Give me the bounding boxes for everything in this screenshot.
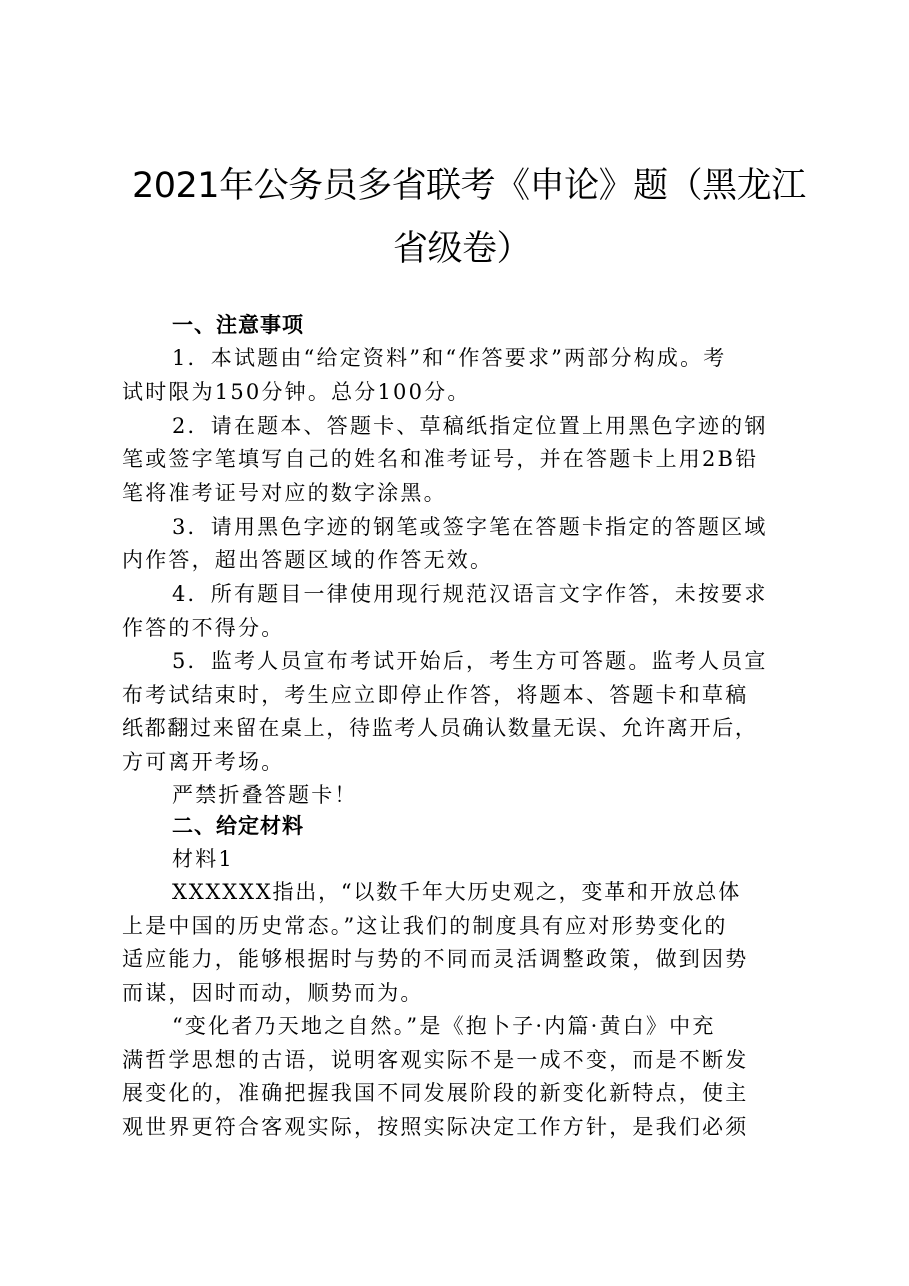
paragraph-line: 观世界更符合客观实际，按照实际决定工作方针，是我们必须 [122,1115,749,1139]
paragraph-line: 4．所有题目一律使用现行规范汉语言文字作答，未按要求 [172,582,768,606]
paragraph-line: 纸都翻过来留在桌上，待监考人员确认数量无误、允许离开后， [122,716,758,740]
paragraph-line: 3．请用黑色字迹的钢笔或签字笔在答题卡指定的答题区域 [172,515,768,539]
section-heading-notes: 一、注意事项 [172,313,304,337]
paragraph-line: 满哲学思想的古语，说明客观实际不是一成不变，而是不断发 [122,1048,749,1072]
paragraph-line: 试时限为150分钟。总分100分。 [122,380,471,404]
paragraph-line: “变化者乃天地之自然。”是《抱卜子·内篇·黄白》中充 [172,1014,716,1038]
paragraph-line: 上是中国的历史常态。”这让我们的制度具有应对形势变化的 [122,914,728,938]
paragraph-line: 方可离开考场。 [122,750,285,774]
paragraph-line: 布考试结束时，考生应立即停止作答，将题本、答题卡和草稿 [122,683,749,707]
paragraph-line: 5．监考人员宣布考试开始后，考生方可答题。监考人员宣 [172,649,768,673]
paragraph-line: 2．请在题本、答题卡、草稿纸指定位置上用黑色字迹的钢 [172,414,768,438]
paragraph-line: 适应能力，能够根据时与势的不同而灵活调整政策，做到因势 [122,947,749,971]
paragraph-line: 展变化的，准确把握我国不同发展阶段的新变化新特点，使主 [122,1081,749,1105]
paragraph-line: 笔将准考证号对应的数字涂黑。 [122,481,447,505]
paragraph-line: 内作答，超出答题区域的作答无效。 [122,548,494,572]
paragraph-line: XXXXXX指出，“以数千年大历史观之，变革和开放总体 [172,880,742,904]
paragraph-line: 而谋，因时而动，顺势而为。 [122,981,424,1005]
paragraph-line: 1．本试题由“给定资料”和“作答要求”两部分构成。考 [172,346,727,370]
paragraph-line: 笔或签字笔填写自己的姓名和准考证号，并在答题卡上用2B铅 [122,447,759,471]
document-title-line-1: 2021年公务员多省联考《申论》题（黑龙江 [132,166,806,206]
paragraph-line: 严禁折叠答题卡！ [172,783,358,807]
document-title-line-2: 省级卷） [393,229,532,269]
section-heading-materials: 二、给定材料 [172,814,304,838]
material-label: 材料1 [172,847,234,871]
paragraph-line: 作答的不得分。 [122,616,285,640]
